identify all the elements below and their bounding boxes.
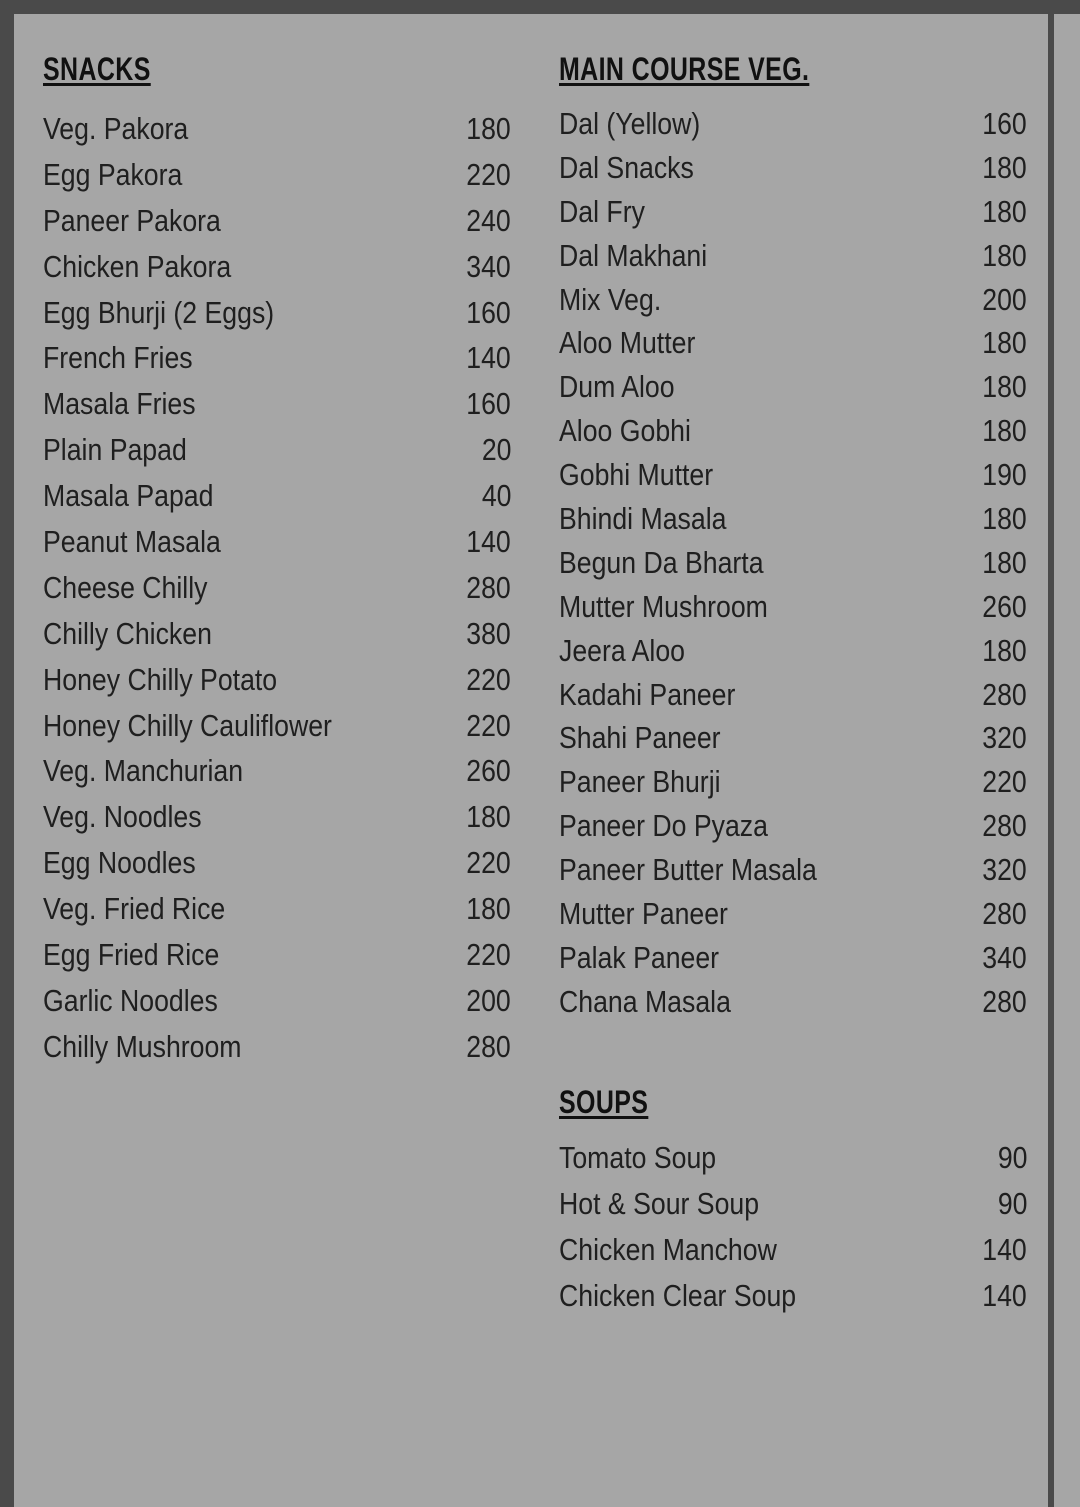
menu-item-name: Chana Masala bbox=[559, 983, 731, 1019]
menu-item bbox=[43, 290, 511, 336]
menu-item-name: Paneer Bhurji bbox=[559, 764, 721, 800]
menu-item-name: Begun Da Bharta bbox=[559, 544, 764, 580]
menu-item bbox=[559, 1273, 1027, 1319]
menu-item-price: 180 bbox=[982, 544, 1027, 580]
menu-item bbox=[559, 760, 1027, 804]
menu-item bbox=[43, 978, 511, 1024]
menu-item-price: 180 bbox=[982, 193, 1027, 229]
menu-item-price: 140 bbox=[982, 1231, 1027, 1267]
menu-item-price: 200 bbox=[982, 281, 1027, 317]
soups-heading: SOUPS bbox=[559, 1084, 649, 1120]
menu-item-price: 180 bbox=[982, 237, 1027, 273]
main-course-veg-heading: MAIN COURSE VEG. bbox=[559, 51, 810, 87]
menu-item bbox=[43, 152, 511, 198]
menu-item-name: Mutter Paneer bbox=[559, 895, 728, 931]
menu-item-price: 220 bbox=[982, 764, 1027, 800]
menu-item bbox=[559, 673, 1027, 717]
menu-item-price: 180 bbox=[982, 325, 1027, 361]
menu-item-price: 220 bbox=[466, 845, 511, 881]
menu-item-name: Bhindi Masala bbox=[559, 500, 727, 536]
menu-item bbox=[559, 804, 1027, 848]
menu-item-name: Chilly Chicken bbox=[43, 615, 212, 651]
menu-item-price: 220 bbox=[466, 936, 511, 972]
menu-item-price: 200 bbox=[466, 982, 511, 1018]
menu-item-price: 260 bbox=[466, 753, 511, 789]
menu-item bbox=[43, 106, 511, 152]
menu-item bbox=[43, 886, 511, 932]
menu-item-name: Egg Bhurji (2 Eggs) bbox=[43, 294, 275, 330]
menu-item-name: Garlic Noodles bbox=[43, 982, 218, 1018]
soups-section bbox=[559, 1083, 1027, 1319]
menu-item bbox=[559, 365, 1027, 409]
menu-item-price: 280 bbox=[466, 569, 511, 605]
menu-item-name: Cheese Chilly bbox=[43, 569, 208, 605]
menu-item-name: Chicken Clear Soup bbox=[559, 1277, 797, 1313]
menu-item-price: 40 bbox=[481, 478, 511, 514]
menu-item-price: 180 bbox=[982, 500, 1027, 536]
menu-item bbox=[43, 932, 511, 978]
menu-item bbox=[43, 335, 511, 381]
menu-item bbox=[43, 244, 511, 290]
menu-item-name: Chicken Manchow bbox=[559, 1231, 777, 1267]
menu-item-name: Chicken Pakora bbox=[43, 248, 232, 284]
soups-list bbox=[559, 1135, 1027, 1319]
menu-item-price: 180 bbox=[982, 413, 1027, 449]
menu-item-price: 340 bbox=[982, 939, 1027, 975]
menu-item bbox=[559, 629, 1027, 673]
menu-item-price: 90 bbox=[997, 1185, 1027, 1221]
menu-item bbox=[559, 1227, 1027, 1273]
menu-item-price: 160 bbox=[982, 105, 1027, 141]
menu-item-name: Gobhi Mutter bbox=[559, 457, 714, 493]
menu-item bbox=[43, 748, 511, 794]
menu-item bbox=[43, 657, 511, 703]
menu-item-name: Plain Papad bbox=[43, 432, 187, 468]
menu-item-price: 280 bbox=[982, 895, 1027, 931]
menu-item bbox=[559, 453, 1027, 497]
menu-item bbox=[43, 794, 511, 840]
menu-item-name: Dal Fry bbox=[559, 193, 645, 229]
menu-item-price: 180 bbox=[466, 799, 511, 835]
main-course-veg-section bbox=[559, 50, 1027, 1024]
menu-item bbox=[559, 716, 1027, 760]
menu-item-name: Tomato Soup bbox=[559, 1139, 717, 1175]
menu-item-price: 280 bbox=[466, 1028, 511, 1064]
menu-item-name: Veg. Fried Rice bbox=[43, 891, 226, 927]
menu-item bbox=[559, 980, 1027, 1024]
menu-item bbox=[559, 321, 1027, 365]
menu-item-name: Paneer Pakora bbox=[43, 202, 221, 238]
menu-item-price: 280 bbox=[982, 808, 1027, 844]
menu-item-price: 180 bbox=[982, 632, 1027, 668]
menu-item bbox=[559, 234, 1027, 278]
menu-item bbox=[43, 427, 511, 473]
menu-item bbox=[559, 541, 1027, 585]
menu-item-price: 340 bbox=[466, 248, 511, 284]
menu-item-name: Mutter Mushroom bbox=[559, 588, 768, 624]
menu-item-name: Palak Paneer bbox=[559, 939, 720, 975]
menu-item-price: 160 bbox=[466, 386, 511, 422]
menu-item bbox=[559, 409, 1027, 453]
menu-item-price: 190 bbox=[982, 457, 1027, 493]
menu-item bbox=[559, 278, 1027, 322]
menu-item-price: 220 bbox=[466, 661, 511, 697]
menu-item-name: Aloo Mutter bbox=[559, 325, 696, 361]
menu-item bbox=[559, 190, 1027, 234]
menu-item-price: 280 bbox=[982, 676, 1027, 712]
menu-item-name: Mix Veg. bbox=[559, 281, 662, 317]
menu-item-price: 240 bbox=[466, 202, 511, 238]
menu-item bbox=[43, 381, 511, 427]
menu-item-price: 220 bbox=[466, 156, 511, 192]
menu-item-name: French Fries bbox=[43, 340, 193, 376]
menu-item-name: Egg Noodles bbox=[43, 845, 196, 881]
menu-item bbox=[559, 848, 1027, 892]
menu-item-name: Veg. Manchurian bbox=[43, 753, 244, 789]
menu-item-name: Paneer Do Pyaza bbox=[559, 808, 768, 844]
snacks-section bbox=[43, 50, 511, 1070]
menu-item-price: 260 bbox=[982, 588, 1027, 624]
menu-item-name: Dal Makhani bbox=[559, 237, 708, 273]
snacks-heading: SNACKS bbox=[43, 51, 151, 87]
menu-item-name: Dal Snacks bbox=[559, 149, 694, 185]
menu-item-name: Honey Chilly Cauliflower bbox=[43, 707, 332, 743]
menu-item bbox=[43, 198, 511, 244]
menu-item-name: Chilly Mushroom bbox=[43, 1028, 242, 1064]
menu-item-price: 20 bbox=[481, 432, 511, 468]
menu-item-name: Peanut Masala bbox=[43, 523, 221, 559]
menu-item-price: 220 bbox=[466, 707, 511, 743]
menu-item bbox=[559, 892, 1027, 936]
menu-item bbox=[43, 703, 511, 749]
menu-item bbox=[559, 936, 1027, 980]
page-edge-strip bbox=[1054, 14, 1080, 1507]
menu-item-name: Egg Fried Rice bbox=[43, 936, 220, 972]
menu-item-name: Masala Fries bbox=[43, 386, 196, 422]
menu-item bbox=[43, 840, 511, 886]
menu-item-name: Aloo Gobhi bbox=[559, 413, 691, 449]
menu-item bbox=[43, 565, 511, 611]
menu-item-name: Veg. Noodles bbox=[43, 799, 202, 835]
menu-item bbox=[43, 473, 511, 519]
menu-item-price: 180 bbox=[466, 110, 511, 146]
menu-item-name: Masala Papad bbox=[43, 478, 214, 514]
menu-item-name: Shahi Paneer bbox=[559, 720, 721, 756]
menu-item-price: 380 bbox=[466, 615, 511, 651]
menu-item-name: Dum Aloo bbox=[559, 369, 675, 405]
menu-item-price: 90 bbox=[997, 1139, 1027, 1175]
menu-item-name: Jeera Aloo bbox=[559, 632, 685, 668]
menu-item-name: Hot & Sour Soup bbox=[559, 1185, 760, 1221]
menu-item-name: Dal (Yellow) bbox=[559, 105, 701, 141]
menu-item-name: Veg. Pakora bbox=[43, 110, 189, 146]
menu-item bbox=[559, 497, 1027, 541]
menu-item bbox=[43, 519, 511, 565]
menu-item bbox=[43, 1024, 511, 1070]
menu-item-price: 320 bbox=[982, 720, 1027, 756]
menu-item-name: Honey Chilly Potato bbox=[43, 661, 278, 697]
menu-item-price: 180 bbox=[982, 369, 1027, 405]
menu-item bbox=[559, 102, 1027, 146]
menu-item-price: 140 bbox=[982, 1277, 1027, 1313]
menu-item-price: 280 bbox=[982, 983, 1027, 1019]
menu-item bbox=[559, 585, 1027, 629]
menu-item-name: Egg Pakora bbox=[43, 156, 183, 192]
main-course-veg-list bbox=[559, 102, 1027, 1024]
menu-item-price: 160 bbox=[466, 294, 511, 330]
menu-item-price: 180 bbox=[982, 149, 1027, 185]
menu-item-price: 140 bbox=[466, 523, 511, 559]
menu-item-name: Kadahi Paneer bbox=[559, 676, 736, 712]
menu-item-price: 180 bbox=[466, 891, 511, 927]
snacks-list bbox=[43, 106, 511, 1070]
menu-item bbox=[559, 1181, 1027, 1227]
menu-item-price: 320 bbox=[982, 852, 1027, 888]
menu-item bbox=[43, 611, 511, 657]
menu-item-price: 140 bbox=[466, 340, 511, 376]
menu-item-name: Paneer Butter Masala bbox=[559, 852, 817, 888]
menu-item bbox=[559, 146, 1027, 190]
menu-item bbox=[559, 1135, 1027, 1181]
